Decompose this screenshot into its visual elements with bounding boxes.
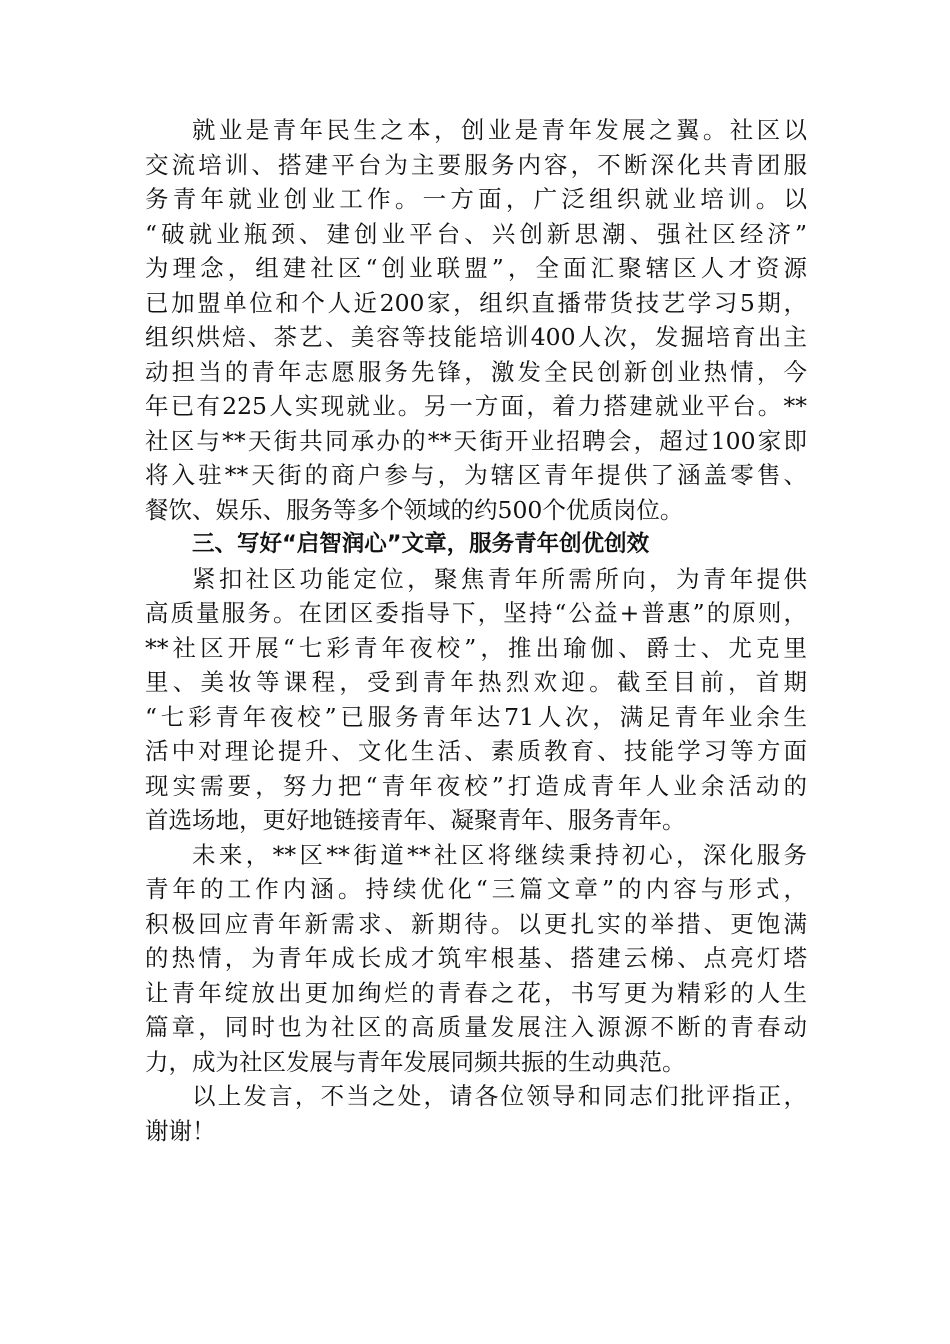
paragraph-future [145,838,807,1080]
paragraph-closing [145,1079,807,1148]
text-line: 以上发言，不当之处，请各位领导和同志们批评指正， [192,1082,807,1110]
text-line: 的热情，为青年成长成才筑牢根基、搭建云梯、点亮灯塔 [145,944,807,972]
text-line: 动担当的青年志愿服务先锋，激发全民创新创业热情，今 [145,357,807,386]
text-line: 青年的工作内涵。持续优化“三篇文章”的内容与形式， [145,875,807,903]
text-line: 让青年绽放出更加绚烂的青春之花，书写更为精彩的人生 [145,978,807,1007]
text-line: “破就业瓶颈、建创业平台、兴创新思潮、强社区经济” [145,219,807,248]
text-line: 社区与**天街共同承办的**天街开业招聘会，超过100家即 [145,426,807,455]
text-line: 为理念，组建社区“创业联盟”，全面汇聚辖区人才资源 [145,254,807,282]
text-line: 积极回应青年新需求、新期待。以更扎实的举措、更饱满 [145,909,807,938]
paragraph-night-school [145,562,807,838]
text-line: “七彩青年夜校”已服务青年达71人次，满足青年业余生 [145,702,807,731]
document-page [145,113,807,1148]
text-line: 紧扣社区功能定位，聚焦青年所需所向，为青年提供 [192,564,807,593]
text-line: 将入驻**天街的商户参与，为辖区青年提供了涵盖零售、 [145,461,807,489]
text-line: 务青年就业创业工作。一方面，广泛组织就业培训。以 [145,185,807,213]
text-line: 餐饮、娱乐、服务等多个领域的约500个优质岗位。 [145,495,684,524]
text-line: 交流培训、搭建平台为主要服务内容，不断深化共青团服 [145,150,807,179]
text-line: 组织烘焙、茶艺、美容等技能培训400人次，发掘培育出主 [145,323,807,351]
text-line: **社区开展“七彩青年夜校”，推出瑜伽、爵士、尤克里 [145,633,807,662]
text-line: 高质量服务。在团区委指导下，坚持“公益+普惠”的原则， [145,599,807,627]
text-line: 里、美妆等课程，受到青年热烈欢迎。截至目前，首期 [145,668,807,696]
text-line: 现实需要，努力把“青年夜校”打造成青年人业余活动的 [145,771,807,800]
text-line: 已加盟单位和个人近200家，组织直播带货技艺学习5期， [145,288,807,317]
text-line: 力，成为社区发展与青年发展同频共振的生动典范。 [145,1047,686,1076]
text-line: 就业是青年民生之本，创业是青年发展之翼。社区以 [192,116,807,144]
text-line: 活中对理论提升、文化生活、素质教育、技能学习等方面 [145,737,807,765]
paragraph-employment [145,113,807,527]
text-line: 年已有225人实现就业。另一方面，着力搭建就业平台。** [145,392,807,420]
text-line: 未来，**区**街道**社区将继续秉持初心，深化服务 [192,840,807,869]
text-line: 篇章，同时也为社区的高质量发展注入源源不断的青春动 [145,1013,807,1041]
section-heading: 三、写好“启智润心”文章，服务青年创优创效 [192,531,650,557]
text-line: 谢谢！ [145,1116,216,1145]
text-line: 首选场地，更好地链接青年、凝聚青年、服务青年。 [145,806,686,834]
